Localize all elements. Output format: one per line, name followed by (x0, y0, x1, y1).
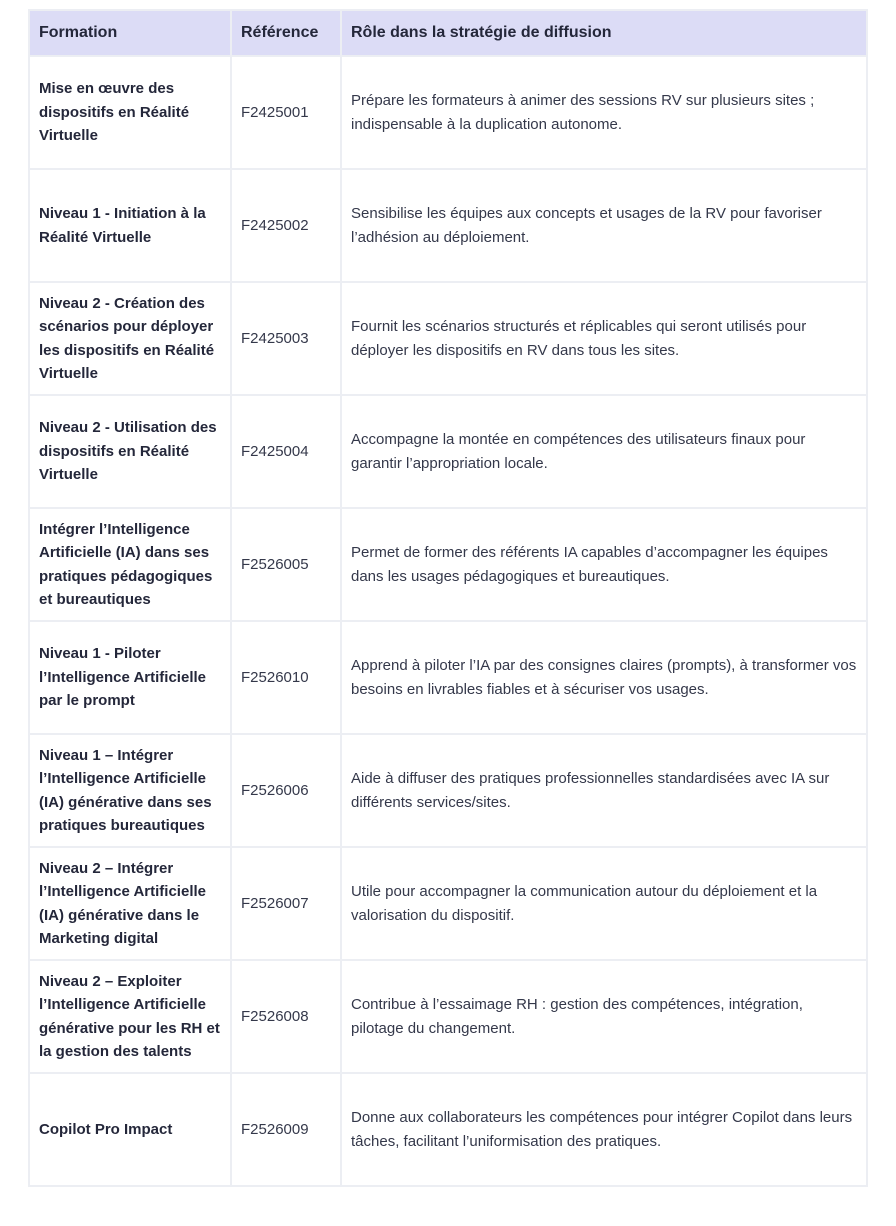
formation-role: Accompagne la montée en compétences des utilisateurs finaux pour garantir l’appropriation locale. (341, 395, 867, 508)
formation-reference: F2526010 (231, 621, 341, 734)
formation-name: Niveau 2 - Création des scénarios pour déployer les dispositifs en Réalité Virtuelle (29, 282, 231, 395)
formation-reference: F2526009 (231, 1073, 341, 1186)
formation-role: Apprend à piloter l’IA par des consignes claires (prompts), à transformer vos besoins en livrables fiables et à sécuriser vos usages. (341, 621, 867, 734)
formation-name: Niveau 2 - Utilisation des dispositifs en Réalité Virtuelle (29, 395, 231, 508)
formation-name: Mise en œuvre des dispositifs en Réalité Virtuelle (29, 56, 231, 169)
formation-table-container (28, 9, 866, 1187)
formation-name: Niveau 2 – Exploiter l’Intelligence Artificielle générative pour les RH et la gestion des talents (29, 960, 231, 1073)
formation-reference: F2526005 (231, 508, 341, 621)
formation-name: Niveau 2 – Intégrer l’Intelligence Artificielle (IA) générative dans le Marketing digital (29, 847, 231, 960)
formation-name: Niveau 1 - Initiation à la Réalité Virtuelle (29, 169, 231, 282)
table-header-row (29, 10, 867, 56)
formation-reference: F2425002 (231, 169, 341, 282)
table-row (29, 169, 867, 282)
formation-name: Copilot Pro Impact (29, 1073, 231, 1186)
formation-reference: F2526006 (231, 734, 341, 847)
table-row (29, 282, 867, 395)
column-header-reference: Référence (231, 10, 341, 56)
table-row (29, 1073, 867, 1186)
table-row (29, 56, 867, 169)
formation-reference: F2425004 (231, 395, 341, 508)
formation-name: Intégrer l’Intelligence Artificielle (IA) dans ses pratiques pédagogiques et bureautiques (29, 508, 231, 621)
formation-role: Aide à diffuser des pratiques professionnelles standardisées avec IA sur différents services/sites. (341, 734, 867, 847)
table-row (29, 847, 867, 960)
formation-reference: F2526007 (231, 847, 341, 960)
formation-role: Utile pour accompagner la communication autour du déploiement et la valorisation du dispositif. (341, 847, 867, 960)
formation-role: Permet de former des référents IA capables d’accompagner les équipes dans les usages pédagogiques et bureautiques. (341, 508, 867, 621)
formation-reference: F2526008 (231, 960, 341, 1073)
formation-role: Prépare les formateurs à animer des sessions RV sur plusieurs sites ; indispensable à la duplication autonome. (341, 56, 867, 169)
formation-name: Niveau 1 – Intégrer l’Intelligence Artificielle (IA) générative dans ses pratiques bureautiques (29, 734, 231, 847)
column-header-role: Rôle dans la stratégie de diffusion (341, 10, 867, 56)
formation-reference: F2425003 (231, 282, 341, 395)
table-row (29, 621, 867, 734)
formation-role: Contribue à l’essaimage RH : gestion des compétences, intégration, pilotage du changement. (341, 960, 867, 1073)
table-row (29, 508, 867, 621)
formation-role: Donne aux collaborateurs les compétences pour intégrer Copilot dans leurs tâches, facilitant l’uniformisation des pratiques. (341, 1073, 867, 1186)
formation-reference: F2425001 (231, 56, 341, 169)
formation-role: Sensibilise les équipes aux concepts et usages de la RV pour favoriser l’adhésion au déploiement. (341, 169, 867, 282)
table-row (29, 734, 867, 847)
column-header-formation: Formation (29, 10, 231, 56)
table-row (29, 960, 867, 1073)
table-row (29, 395, 867, 508)
formation-table (28, 9, 868, 1187)
formation-name: Niveau 1 - Piloter l’Intelligence Artificielle par le prompt (29, 621, 231, 734)
formation-role: Fournit les scénarios structurés et réplicables qui seront utilisés pour déployer les dispositifs en RV dans tous les sites. (341, 282, 867, 395)
